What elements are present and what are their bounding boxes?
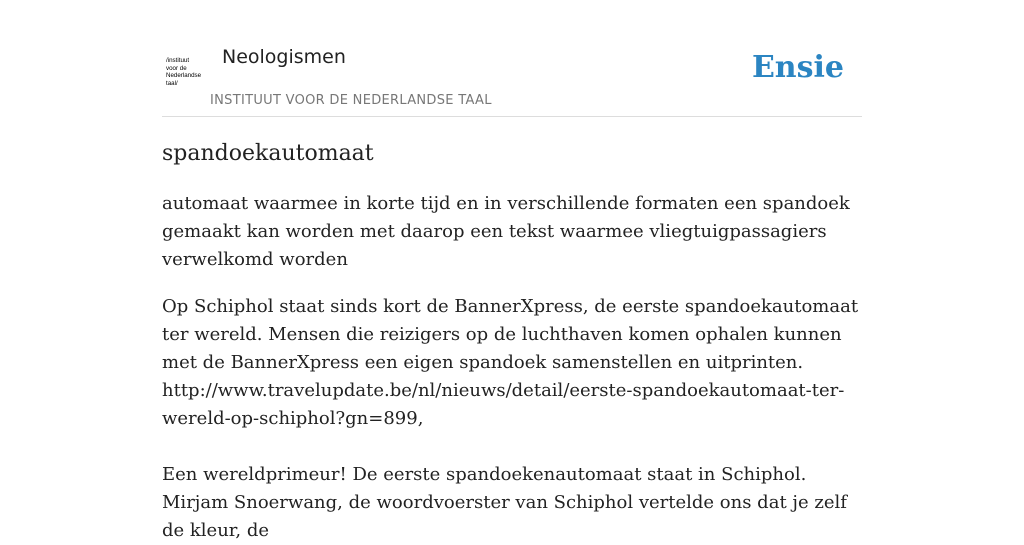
example-text: Een wereldprimeur! De eerste spandoekenautomaat staat in Schiphol. Mirjam Snoerwang, de woordvoerster van Schiphol vertelde ons dat je zelf de kleur, de [162, 464, 847, 541]
page [162, 0, 862, 545]
site-title[interactable]: Neologismen [222, 46, 346, 68]
site-header [162, 0, 862, 117]
logo-line: Nederlandse [166, 72, 202, 79]
logo-line: taal/ [166, 79, 178, 87]
entry-word: spandoekautomaat [162, 141, 374, 166]
paragraph-break [162, 433, 862, 461]
logo-line: voor de [166, 64, 187, 72]
logo-line: /instituut [166, 57, 190, 64]
ensie-brand-link[interactable]: Ensie [751, 50, 844, 85]
entry-examples [162, 293, 862, 545]
site-subtitle: INSTITUUT VOOR DE NEDERLANDSE TAAL [210, 93, 492, 108]
example-source-url: http://www.travelupdate.be/nl/nieuws/detail/eerste-spandoekautomaat-ter-wereld-op-schiphol?gn=899, [162, 380, 845, 429]
institute-logo[interactable] [166, 57, 208, 87]
entry-definition: automaat waarmee in korte tijd en in verschillende formaten een spandoek gemaakt kan worden met daarop een tekst waarmee vliegtuigpassagiers verwelkomd worden [162, 193, 850, 270]
example-text: Op Schiphol staat sinds kort de BannerXpress, de eerste spandoekautomaat ter wereld. Mensen die reizigers op de luchthaven komen ophalen kunnen met de BannerXpress een eigen spandoek samenstellen en uitprinten. [162, 296, 859, 373]
